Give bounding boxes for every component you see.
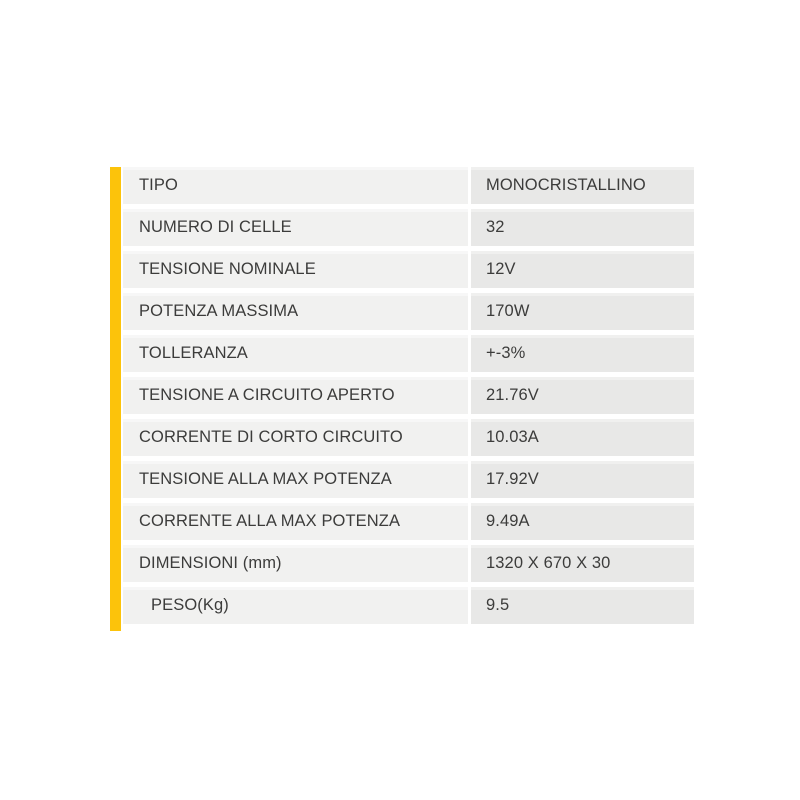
spec-row	[123, 251, 694, 288]
spec-row	[123, 377, 694, 414]
spec-row	[123, 503, 694, 540]
spec-value-cell: 21.76V	[471, 377, 694, 414]
spec-row	[123, 587, 694, 624]
spec-row	[123, 209, 694, 246]
spec-value-cell: 9.5	[471, 587, 694, 624]
spec-table	[123, 167, 694, 624]
spec-label-cell: PESO(Kg)	[123, 587, 468, 624]
spec-value-cell: 170W	[471, 293, 694, 330]
spec-label-cell: CORRENTE DI CORTO CIRCUITO	[123, 419, 468, 456]
spec-value-cell: +-3%	[471, 335, 694, 372]
spec-value-cell: 1320 X 670 X 30	[471, 545, 694, 582]
spec-row	[123, 419, 694, 456]
spec-row	[123, 545, 694, 582]
spec-label-cell: CORRENTE ALLA MAX POTENZA	[123, 503, 468, 540]
spec-label-cell: DIMENSIONI (mm)	[123, 545, 468, 582]
spec-label-cell: POTENZA MASSIMA	[123, 293, 468, 330]
spec-value-cell: 17.92V	[471, 461, 694, 498]
spec-value-cell: 32	[471, 209, 694, 246]
spec-row	[123, 461, 694, 498]
spec-value-cell: MONOCRISTALLINO	[471, 167, 694, 204]
spec-label-cell: TENSIONE NOMINALE	[123, 251, 468, 288]
spec-value-cell: 10.03A	[471, 419, 694, 456]
spec-label-cell: TIPO	[123, 167, 468, 204]
spec-value-cell: 12V	[471, 251, 694, 288]
spec-label-cell: TENSIONE A CIRCUITO APERTO	[123, 377, 468, 414]
spec-label-cell: NUMERO DI CELLE	[123, 209, 468, 246]
spec-label-cell: TOLLERANZA	[123, 335, 468, 372]
spec-value-cell: 9.49A	[471, 503, 694, 540]
spec-row	[123, 293, 694, 330]
spec-row	[123, 167, 694, 204]
spec-label-cell: TENSIONE ALLA MAX POTENZA	[123, 461, 468, 498]
spec-row	[123, 335, 694, 372]
accent-bar	[110, 167, 121, 631]
